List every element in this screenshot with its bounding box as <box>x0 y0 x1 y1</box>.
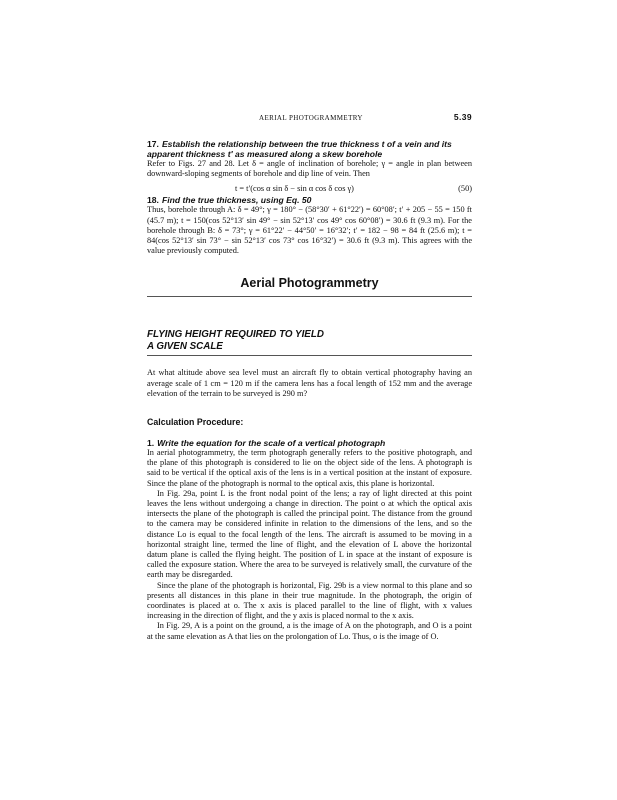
step-18-heading-text: Find the true thickness, using Eq. 50 <box>161 195 312 206</box>
section-title: Aerial Photogrammetry <box>240 276 379 291</box>
problem-statement: At what altitude above sea level must an aircraft fly to obtain vertical photography having an average scale of 1 cm = 120 m if the camera lens has a focal length of 152 mm and the average elevation of the terrain to be surveyed is 290 m? <box>147 368 472 398</box>
step-18-body: Thus, borehole through A: δ = 49°; γ = 180° − (58°30′ + 61°22′) = 60°08′; t′ + 205 − 55 = 150 ft (45.7 m); t = 150(cos 52°13′ sin 49° − sin 52°13′ cos 49° cos 60°08′) = 30.6 ft (9.3 m). For the borehole through B: δ = 73°; γ = 61°22′ − 44°50′ = 16°32′; t′ = 182 − 98 = 84 ft (25.6 m); t = 84(cos 52°13′ sin 73° − sin 52°13′ cos 73° cos 16°32′) = 30.6 ft (9.3 m). This agrees with the value previously computed. <box>147 205 472 256</box>
step-1-paragraph: In Fig. 29a, point L is the front nodal point of the lens; a ray of light directed at this point leaves the lens without undergoing a change in direction. The point o at which the optical axis intersects the plane of the photograph is called the principal point. The distance from the ground to the camera may be considered infinite in relation to the dimensions of the lens, and so the distance Lo is equal to the focal length of the lens. The aircraft is assumed to be moving in a horizontal straight line, termed the line of flight, and the elevation of L above the horizontal datum plane is called the flying height. The position of L in space at the instant of exposure is called the exposure station. Where the area to be surveyed is relatively small, the curvature of the earth may be disregarded. <box>147 488 472 580</box>
step-1-paragraph: Since the plane of the photograph is horizontal, Fig. 29b is a view normal to this plane and so presents all distances in this plane in their true magnitude. In the photograph, the origin of coordinates is placed at o. The x axis is placed parallel to the line of flight, with x values increasing in the direction of flight, and the y axis is placed normal to the x axis. <box>147 580 472 621</box>
problem-title-line-2: A GIVEN SCALE <box>147 340 223 352</box>
step-17-number: 17. <box>147 139 159 149</box>
procedure-heading: Calculation Procedure: <box>147 417 244 428</box>
step-1-heading <box>147 438 472 448</box>
step-17-body: Refer to Figs. 27 and 28. Let δ = angle of inclination of borehole; γ = angle in plan between downward-sloping segments of borehole and dip line of vein. Then <box>147 159 472 179</box>
problem-title <box>147 329 472 352</box>
problem-title-line-1: FLYING HEIGHT REQUIRED TO YIELD <box>147 329 324 341</box>
equation-50-number: (50) <box>458 184 472 194</box>
running-head-title: AERIAL PHOTOGRAMMETRY <box>259 114 363 122</box>
step-1-paragraph: In aerial photogrammetry, the term photograph generally refers to the positive photograph, and the plane of this photograph is considered to lie on the object side of the lens. A photograph is said to be vertical if the optical axis of the lens is in a vertical position at the instant of exposure. Since the plane of the photograph is normal to the optical axis, this plane is horizontal. <box>147 448 472 488</box>
running-head <box>147 112 472 126</box>
page-number: 5.39 <box>453 112 472 122</box>
step-1-heading-text: Write the equation for the scale of a vertical photograph <box>157 438 386 449</box>
equation-50-text: t = t′(cos α sin δ − sin α cos δ cos γ) <box>235 184 354 194</box>
step-17-heading <box>147 139 472 159</box>
document-page <box>147 112 472 642</box>
step-1-number: 1. <box>147 438 155 449</box>
step-18-number: 18. <box>147 195 159 206</box>
step-1-paragraph: In Fig. 29, A is a point on the ground, a is the image of A on the photograph, and O is a point at the same elevation as A that lies on the prolongation of Lo. Thus, o is the image of O. <box>147 621 472 641</box>
step-17-heading-text: Establish the relationship between the true thickness t of a vein and its apparent thickness t′ as measured along a skew borehole <box>147 139 452 159</box>
step-18-heading <box>147 195 472 205</box>
equation-50 <box>147 183 472 195</box>
